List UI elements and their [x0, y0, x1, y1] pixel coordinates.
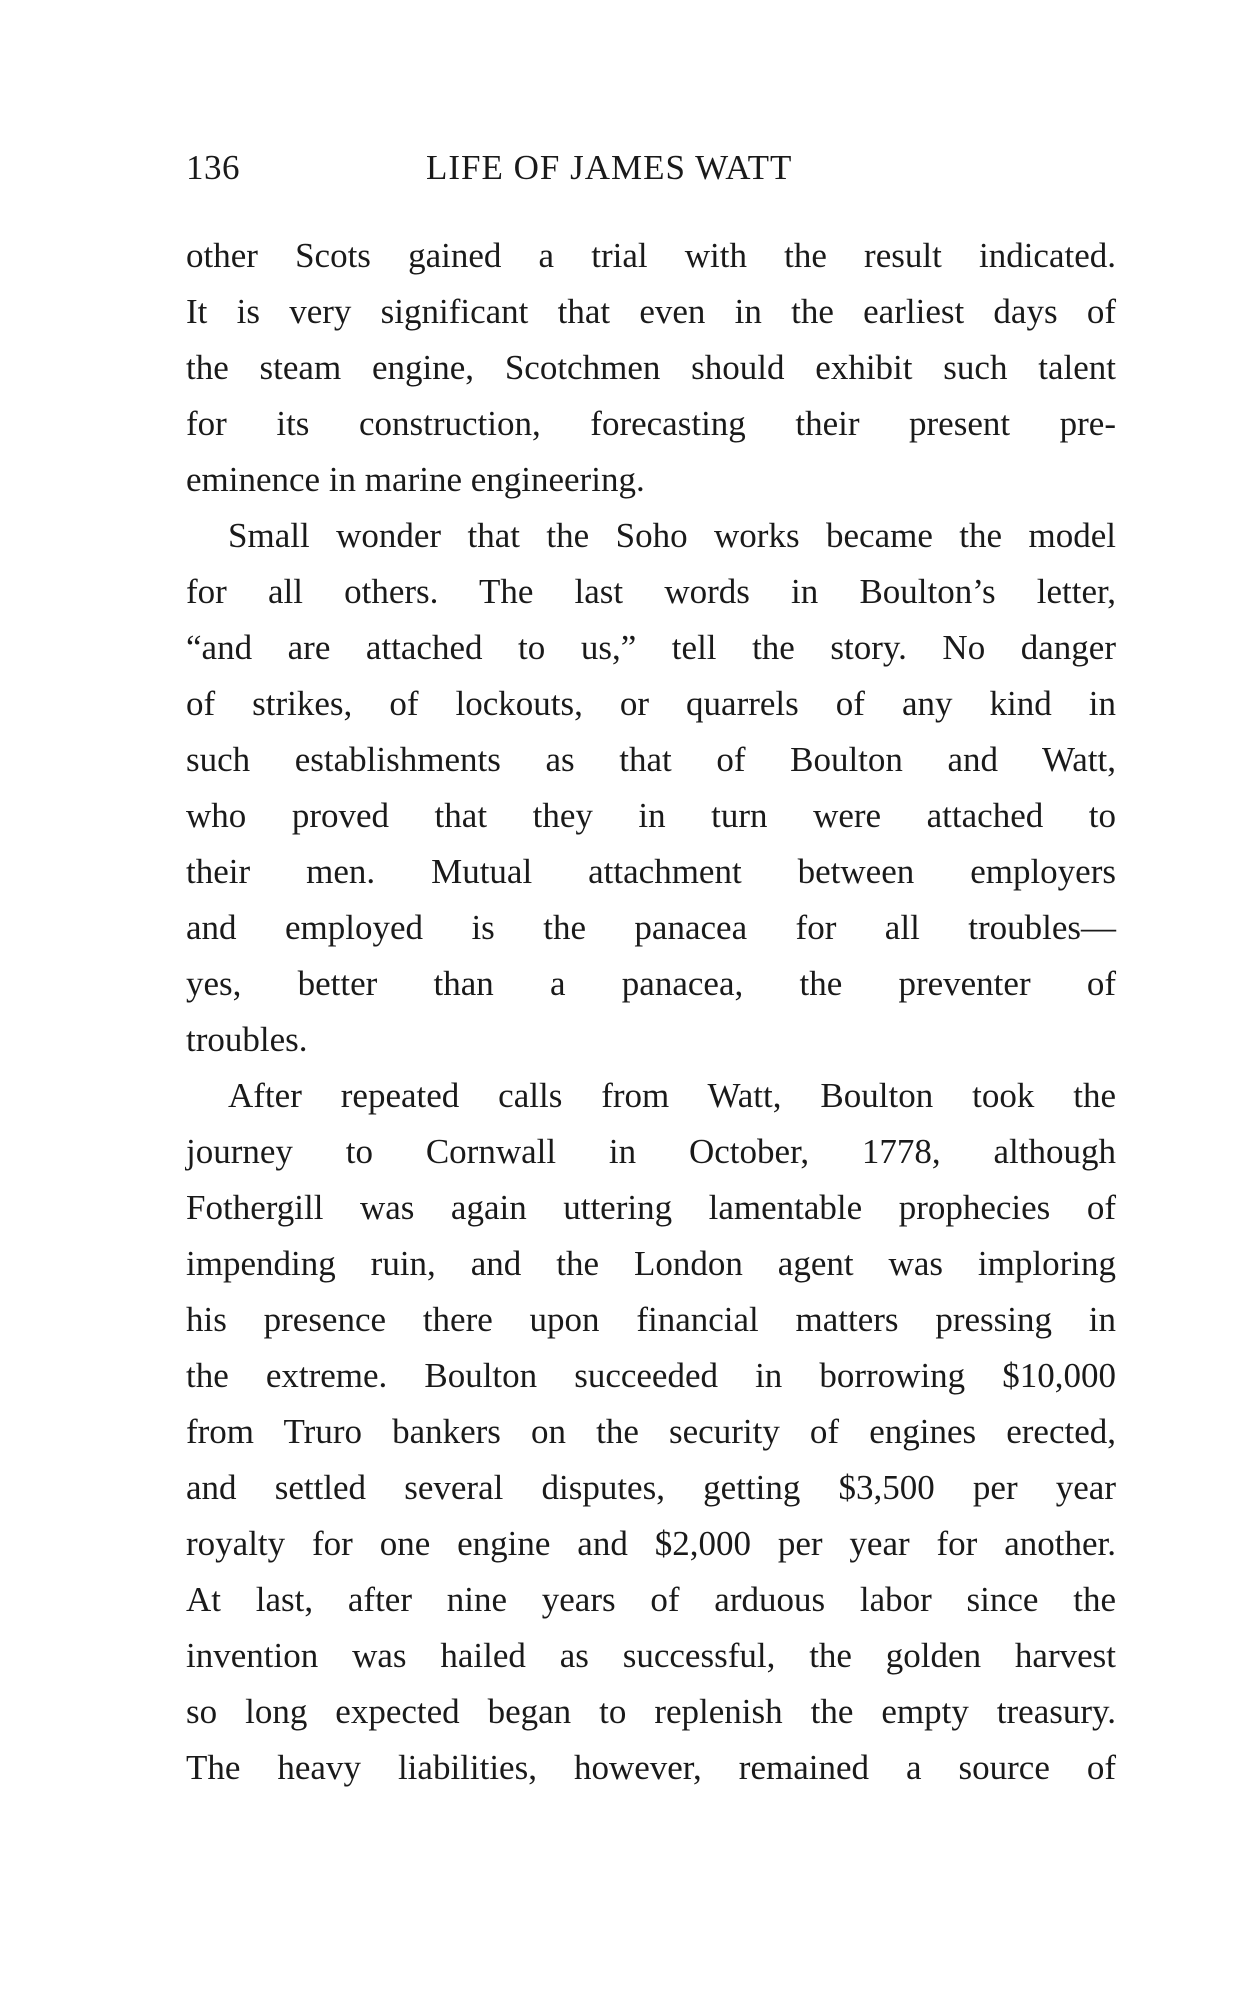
- text-line: their men. Mutual attachment between employers: [186, 852, 1116, 891]
- text-line: It is very significant that even in the earliest days of: [186, 292, 1116, 331]
- text-line: such establishments as that of Boulton and Watt,: [186, 740, 1116, 779]
- text-line: royalty for one engine and $2,000 per year for another.: [186, 1524, 1116, 1563]
- text-line: the steam engine, Scotchmen should exhibit such talent: [186, 348, 1116, 387]
- text-line: Small wonder that the Soho works became the model: [228, 516, 1116, 555]
- body-text: [186, 228, 1116, 1796]
- text-line: the extreme. Boulton succeeded in borrowing $10,000: [186, 1356, 1116, 1395]
- text-line: Fothergill was again uttering lamentable prophecies of: [186, 1188, 1116, 1227]
- paragraph-1: [186, 228, 1116, 508]
- text-line: troubles.: [186, 1020, 308, 1059]
- book-title: LIFE OF JAMES WATT: [426, 148, 793, 187]
- text-line: “and are attached to us,” tell the story. No danger: [186, 628, 1116, 667]
- text-line: his presence there upon financial matters pressing in: [186, 1300, 1116, 1339]
- text-line: who proved that they in turn were attached to: [186, 796, 1116, 835]
- text-line: impending ruin, and the London agent was imploring: [186, 1244, 1116, 1283]
- page-number: 136: [186, 148, 240, 187]
- text-line: eminence in marine engineering.: [186, 460, 645, 499]
- text-line: for its construction, forecasting their present pre-: [186, 404, 1116, 443]
- text-line: and employed is the panacea for all troubles—: [186, 908, 1116, 947]
- text-line: invention was hailed as successful, the golden harvest: [186, 1636, 1116, 1675]
- text-line: yes, better than a panacea, the preventer of: [186, 964, 1116, 1003]
- text-line: journey to Cornwall in October, 1778, although: [186, 1132, 1116, 1171]
- text-line: for all others. The last words in Boulton’s letter,: [186, 572, 1116, 611]
- paragraph-2: [186, 508, 1116, 1068]
- text-line: The heavy liabilities, however, remained a source of: [186, 1748, 1116, 1787]
- running-head: [186, 148, 1116, 198]
- paragraph-3: [186, 1068, 1116, 1796]
- text-line: of strikes, of lockouts, or quarrels of any kind in: [186, 684, 1116, 723]
- text-line: After repeated calls from Watt, Boulton took the: [228, 1076, 1116, 1115]
- text-line: other Scots gained a trial with the result indicated.: [186, 236, 1116, 275]
- text-line: so long expected began to replenish the empty treasury.: [186, 1692, 1116, 1731]
- text-line: At last, after nine years of arduous labor since the: [186, 1580, 1116, 1619]
- text-line: and settled several disputes, getting $3,500 per year: [186, 1468, 1116, 1507]
- text-line: from Truro bankers on the security of engines erected,: [186, 1412, 1116, 1451]
